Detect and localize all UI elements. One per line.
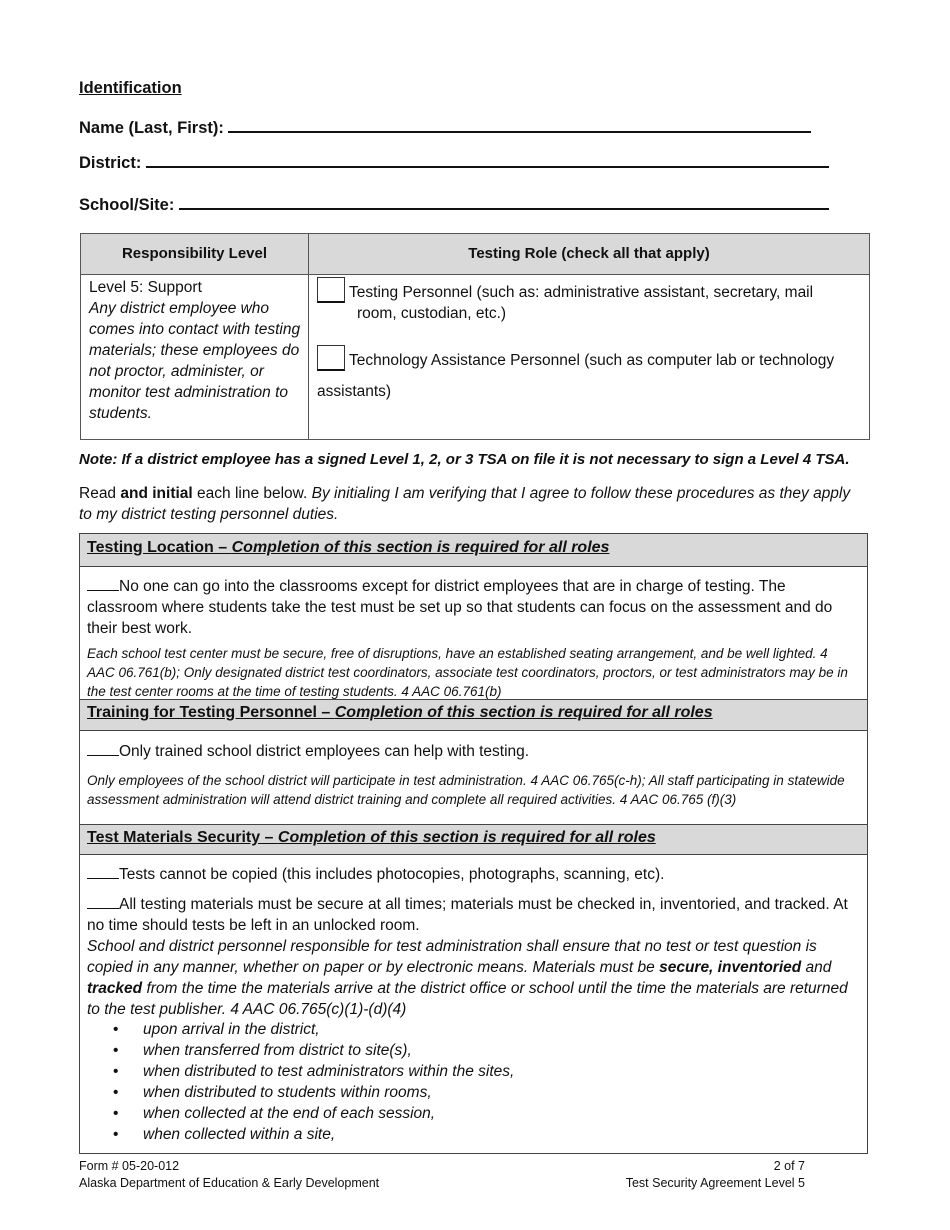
- option1-text-line1: Testing Personnel (such as: administrative assistant, secretary, mail: [349, 284, 814, 301]
- bullet-item: • when transferred from district to site(s),: [113, 1040, 514, 1061]
- materials-regulation: [87, 936, 857, 1020]
- instructions-text: [79, 483, 864, 525]
- materials-item-1-text: Tests cannot be copied (this includes photocopies, photographs, scanning, etc).: [119, 866, 665, 883]
- materials-item-1: [87, 864, 857, 885]
- name-input-line[interactable]: [228, 115, 811, 133]
- initial-blank-training[interactable]: [87, 741, 119, 756]
- responsibility-level-header: Responsibility Level: [121, 245, 268, 262]
- district-label: District:: [79, 154, 142, 172]
- bullet-item: • when distributed to test administrators within the sites,: [113, 1061, 514, 1082]
- district-input-line[interactable]: [146, 150, 829, 168]
- footer-right: [626, 1158, 805, 1192]
- level-cell: [89, 277, 301, 424]
- level-title: Level 5: Support: [89, 279, 202, 296]
- tracking-bullet-list: [113, 1019, 514, 1145]
- materials-header: [80, 825, 867, 855]
- name-label: Name (Last, First):: [79, 119, 224, 137]
- materials-item-2-text: All testing materials must be secure at all times; materials must be checked in, inventoried, and tracked. At no time should tests be left in an unlocked room.: [87, 896, 848, 934]
- testing-location-regulation: Each school test center must be secure, free of disruptions, have an established seating arrangement, and be well lighted. 4 AAC 06.761(b); Only designated district test coordinators, associate test coordinators, proctors, or test administrators may be in the test center rooms at the time of testing students. 4 AAC 06.761(b): [87, 646, 848, 699]
- school-field-row: [79, 192, 829, 215]
- footer-left: [79, 1158, 379, 1192]
- materials-subtitle: Completion of this section is required for all roles: [277, 829, 656, 846]
- name-field-row: [79, 115, 811, 138]
- materials-title: Test Materials Security –: [87, 829, 278, 846]
- testing-location-subtitle: Completion of this section is required for all roles: [231, 539, 610, 556]
- level-description: Any district employee who comes into contact with testing materials; these employees do not proctor, administer, or monitor test administration to students.: [89, 300, 301, 422]
- technology-assistance-checkbox[interactable]: [317, 345, 345, 371]
- bullet-item: • when collected at the end of each session,: [113, 1103, 514, 1124]
- footer-page-number: 2 of 7: [773, 1159, 805, 1173]
- testing-role-header: Testing Role (check all that apply): [468, 245, 710, 262]
- initial-blank-materials-1[interactable]: [87, 864, 119, 879]
- option2-text-line1: Technology Assistance Personnel (such as computer lab or technology: [349, 352, 835, 369]
- bullet-item: • when distributed to students within rooms,: [113, 1082, 514, 1103]
- training-item: [87, 741, 857, 762]
- identification-heading: Identification: [79, 79, 182, 97]
- initial-blank-location[interactable]: [87, 576, 119, 591]
- training-regulation: Only employees of the school district will participate in test administration. 4 AAC 06.765(c-h); All staff participating in statewide assessment administration will attend district training and complete all required activities. 4 AAC 06.765 (f)(3): [87, 773, 845, 807]
- initial-blank-materials-2[interactable]: [87, 894, 119, 909]
- school-input-line[interactable]: [179, 192, 829, 210]
- testing-location-title: Testing Location –: [87, 539, 232, 556]
- training-header: [80, 700, 867, 731]
- district-field-row: [79, 150, 829, 173]
- materials-reg-b: secure, inventoried: [659, 959, 802, 976]
- testing-personnel-checkbox[interactable]: [317, 277, 345, 303]
- bullet-item: • when collected within a site,: [113, 1124, 514, 1145]
- materials-reg-a: School and district personnel responsible for test administration shall ensure that no test or test question is copied in any manner, whether on paper or by electronic means. Materials must be: [87, 938, 817, 976]
- materials-reg-e: from the time the materials arrive at the district office or school until the time the materials are returned to the test publisher. 4 AAC 06.765(c)(1)-(d)(4): [87, 980, 848, 1018]
- materials-reg-c: and: [801, 959, 832, 976]
- instructions-read: Read: [79, 485, 121, 502]
- bullet-item: • upon arrival in the district,: [113, 1019, 514, 1040]
- training-item-text: Only trained school district employees can help with testing.: [119, 743, 530, 760]
- footer-document-title: Test Security Agreement Level 5: [625, 1176, 805, 1190]
- testing-location-item: [87, 576, 857, 639]
- option1-text-line2: room, custodian, etc.): [357, 305, 507, 322]
- role-option-technology-assistance: [317, 345, 867, 402]
- instructions-verify: By initialing I am verifying that I agree to follow these procedures as they apply to my district testing personnel duties.: [79, 485, 851, 523]
- role-option-testing-personnel: [317, 277, 867, 324]
- school-label: School/Site:: [79, 196, 175, 214]
- training-title: Training for Testing Personnel –: [87, 704, 335, 721]
- footer-form-number: Form # 05-20-012: [79, 1159, 180, 1173]
- instructions-each-line: each line below.: [192, 485, 312, 502]
- materials-reg-d: tracked: [87, 980, 143, 997]
- instructions-and-initial: and initial: [120, 485, 193, 502]
- footer-department: Alaska Department of Education & Early Development: [79, 1176, 380, 1190]
- responsibility-table: [80, 233, 870, 440]
- testing-location-header: [80, 534, 867, 567]
- training-subtitle: Completion of this section is required for all roles: [334, 704, 713, 721]
- note-text: Note: If a district employee has a signed Level 1, 2, or 3 TSA on file it is not necessary to sign a Level 4 TSA.: [79, 451, 850, 468]
- testing-location-item-text: No one can go into the classrooms except for district employees that are in charge of testing. The classroom where students take the test must be set up so that students can focus on the assessment and do their best work.: [87, 578, 833, 637]
- option2-text-line2: assistants): [317, 383, 392, 400]
- materials-item-2: [87, 894, 857, 936]
- role-options: [317, 277, 867, 402]
